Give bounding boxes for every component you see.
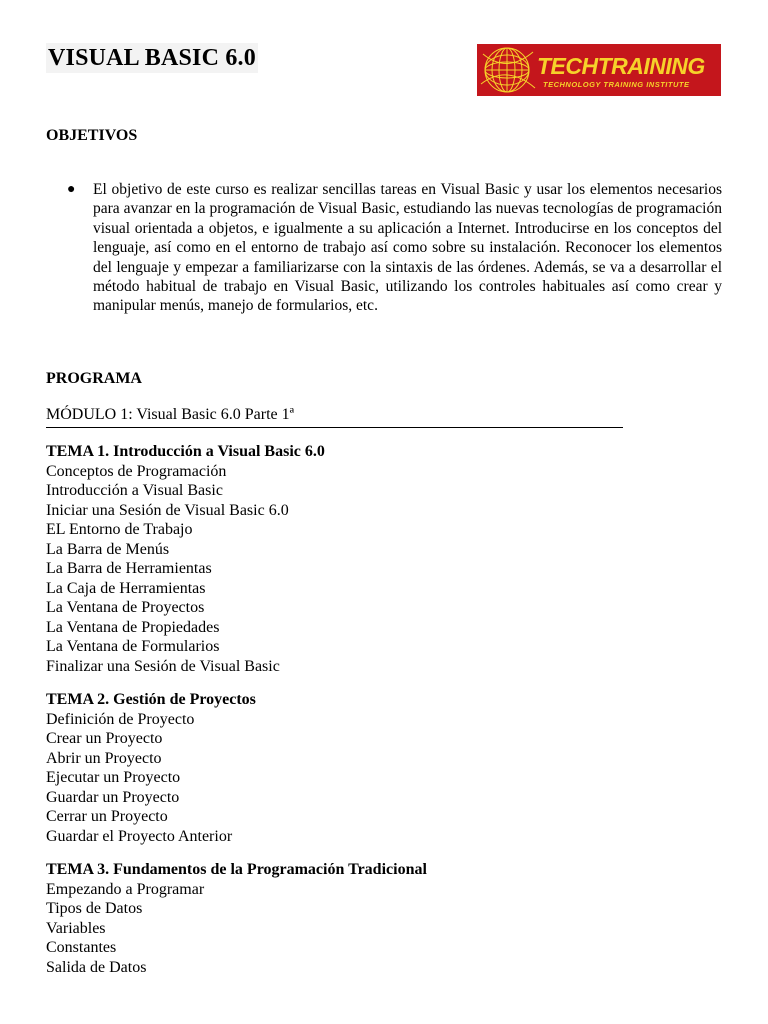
list-item: Crear un Proyecto <box>46 730 163 747</box>
list-item: La Barra de Menús <box>46 540 170 558</box>
list-item: Introducción a Visual Basic <box>46 482 223 499</box>
list-item: Ejecutar un Proyecto <box>46 769 181 786</box>
list-item: La Ventana de Propiedades <box>46 618 220 636</box>
list-item: La Caja de Herramientas <box>46 579 206 597</box>
tema-1-title: TEMA 1. Introducción a Visual Basic 6.0 <box>46 443 325 460</box>
objectives-item <box>46 180 722 316</box>
list-item: Guardar el Proyecto Anterior <box>46 827 233 845</box>
list-item: Cerrar un Proyecto <box>46 808 168 825</box>
tema-2 <box>46 690 726 846</box>
list-item: Empezando a Programar <box>46 880 205 898</box>
logo-tagline: TECHNOLOGY TRAINING INSTITUTE <box>543 80 690 89</box>
techtraining-logo <box>477 44 721 96</box>
list-item: Tipos de Datos <box>46 900 143 917</box>
list-item: Variables <box>46 919 106 937</box>
tema-3 <box>46 860 726 977</box>
tema-2-items <box>46 710 726 847</box>
program-heading: PROGRAMA <box>46 370 142 387</box>
objectives-list <box>46 180 722 316</box>
logo-name: TECHTRAINING <box>537 53 705 79</box>
list-item: La Barra de Herramientas <box>46 560 212 577</box>
list-item: La Ventana de Formularios <box>46 638 220 655</box>
tema-2-title: TEMA 2. Gestión de Proyectos <box>46 691 256 708</box>
list-item: Guardar un Proyecto <box>46 788 180 806</box>
objectives-text: El objetivo de este curso es realizar sencillas tareas en Visual Basic y usar los elementos necesarios para avanzar en la programación de Visual Basic, estudiando las nuevas tecnologías de programación visual orientada a objetos, e igualmente a su aplicación a Internet. Introducirse en los conceptos del lenguaje, así como en el entorno de trabajo así como sobre su instalación. Reconocer los elementos del lenguaje y empezar a familiarizarse con la sintaxis de las órdenes. Además, se va a desarrollar el método habitual de trabajo en Visual Basic, utilizando los controles habituales así como crear y manipular menús, manejo de formularios, etc. <box>93 181 722 315</box>
tema-3-items <box>46 880 726 978</box>
tema-1-items <box>46 462 726 677</box>
list-item: Conceptos de Programación <box>46 462 227 480</box>
list-item: Definición de Proyecto <box>46 710 195 728</box>
list-item: La Ventana de Proyectos <box>46 599 205 616</box>
list-item: Abrir un Proyecto <box>46 749 162 767</box>
list-item: Iniciar una Sesión de Visual Basic 6.0 <box>46 501 289 519</box>
list-item: Constantes <box>46 939 117 956</box>
page-title: VISUAL BASIC 6.0 <box>48 45 256 71</box>
module-title: MÓDULO 1: Visual Basic 6.0 Parte 1ª <box>46 405 623 428</box>
list-item: Salida de Datos <box>46 958 147 976</box>
objectives-heading: OBJETIVOS <box>46 127 138 144</box>
list-item: Finalizar una Sesión de Visual Basic <box>46 657 280 675</box>
tema-1 <box>46 442 726 676</box>
tema-3-title: TEMA 3. Fundamentos de la Programación Tradicional <box>46 861 427 878</box>
bullet-icon: ● <box>67 182 76 197</box>
list-item: EL Entorno de Trabajo <box>46 521 193 538</box>
